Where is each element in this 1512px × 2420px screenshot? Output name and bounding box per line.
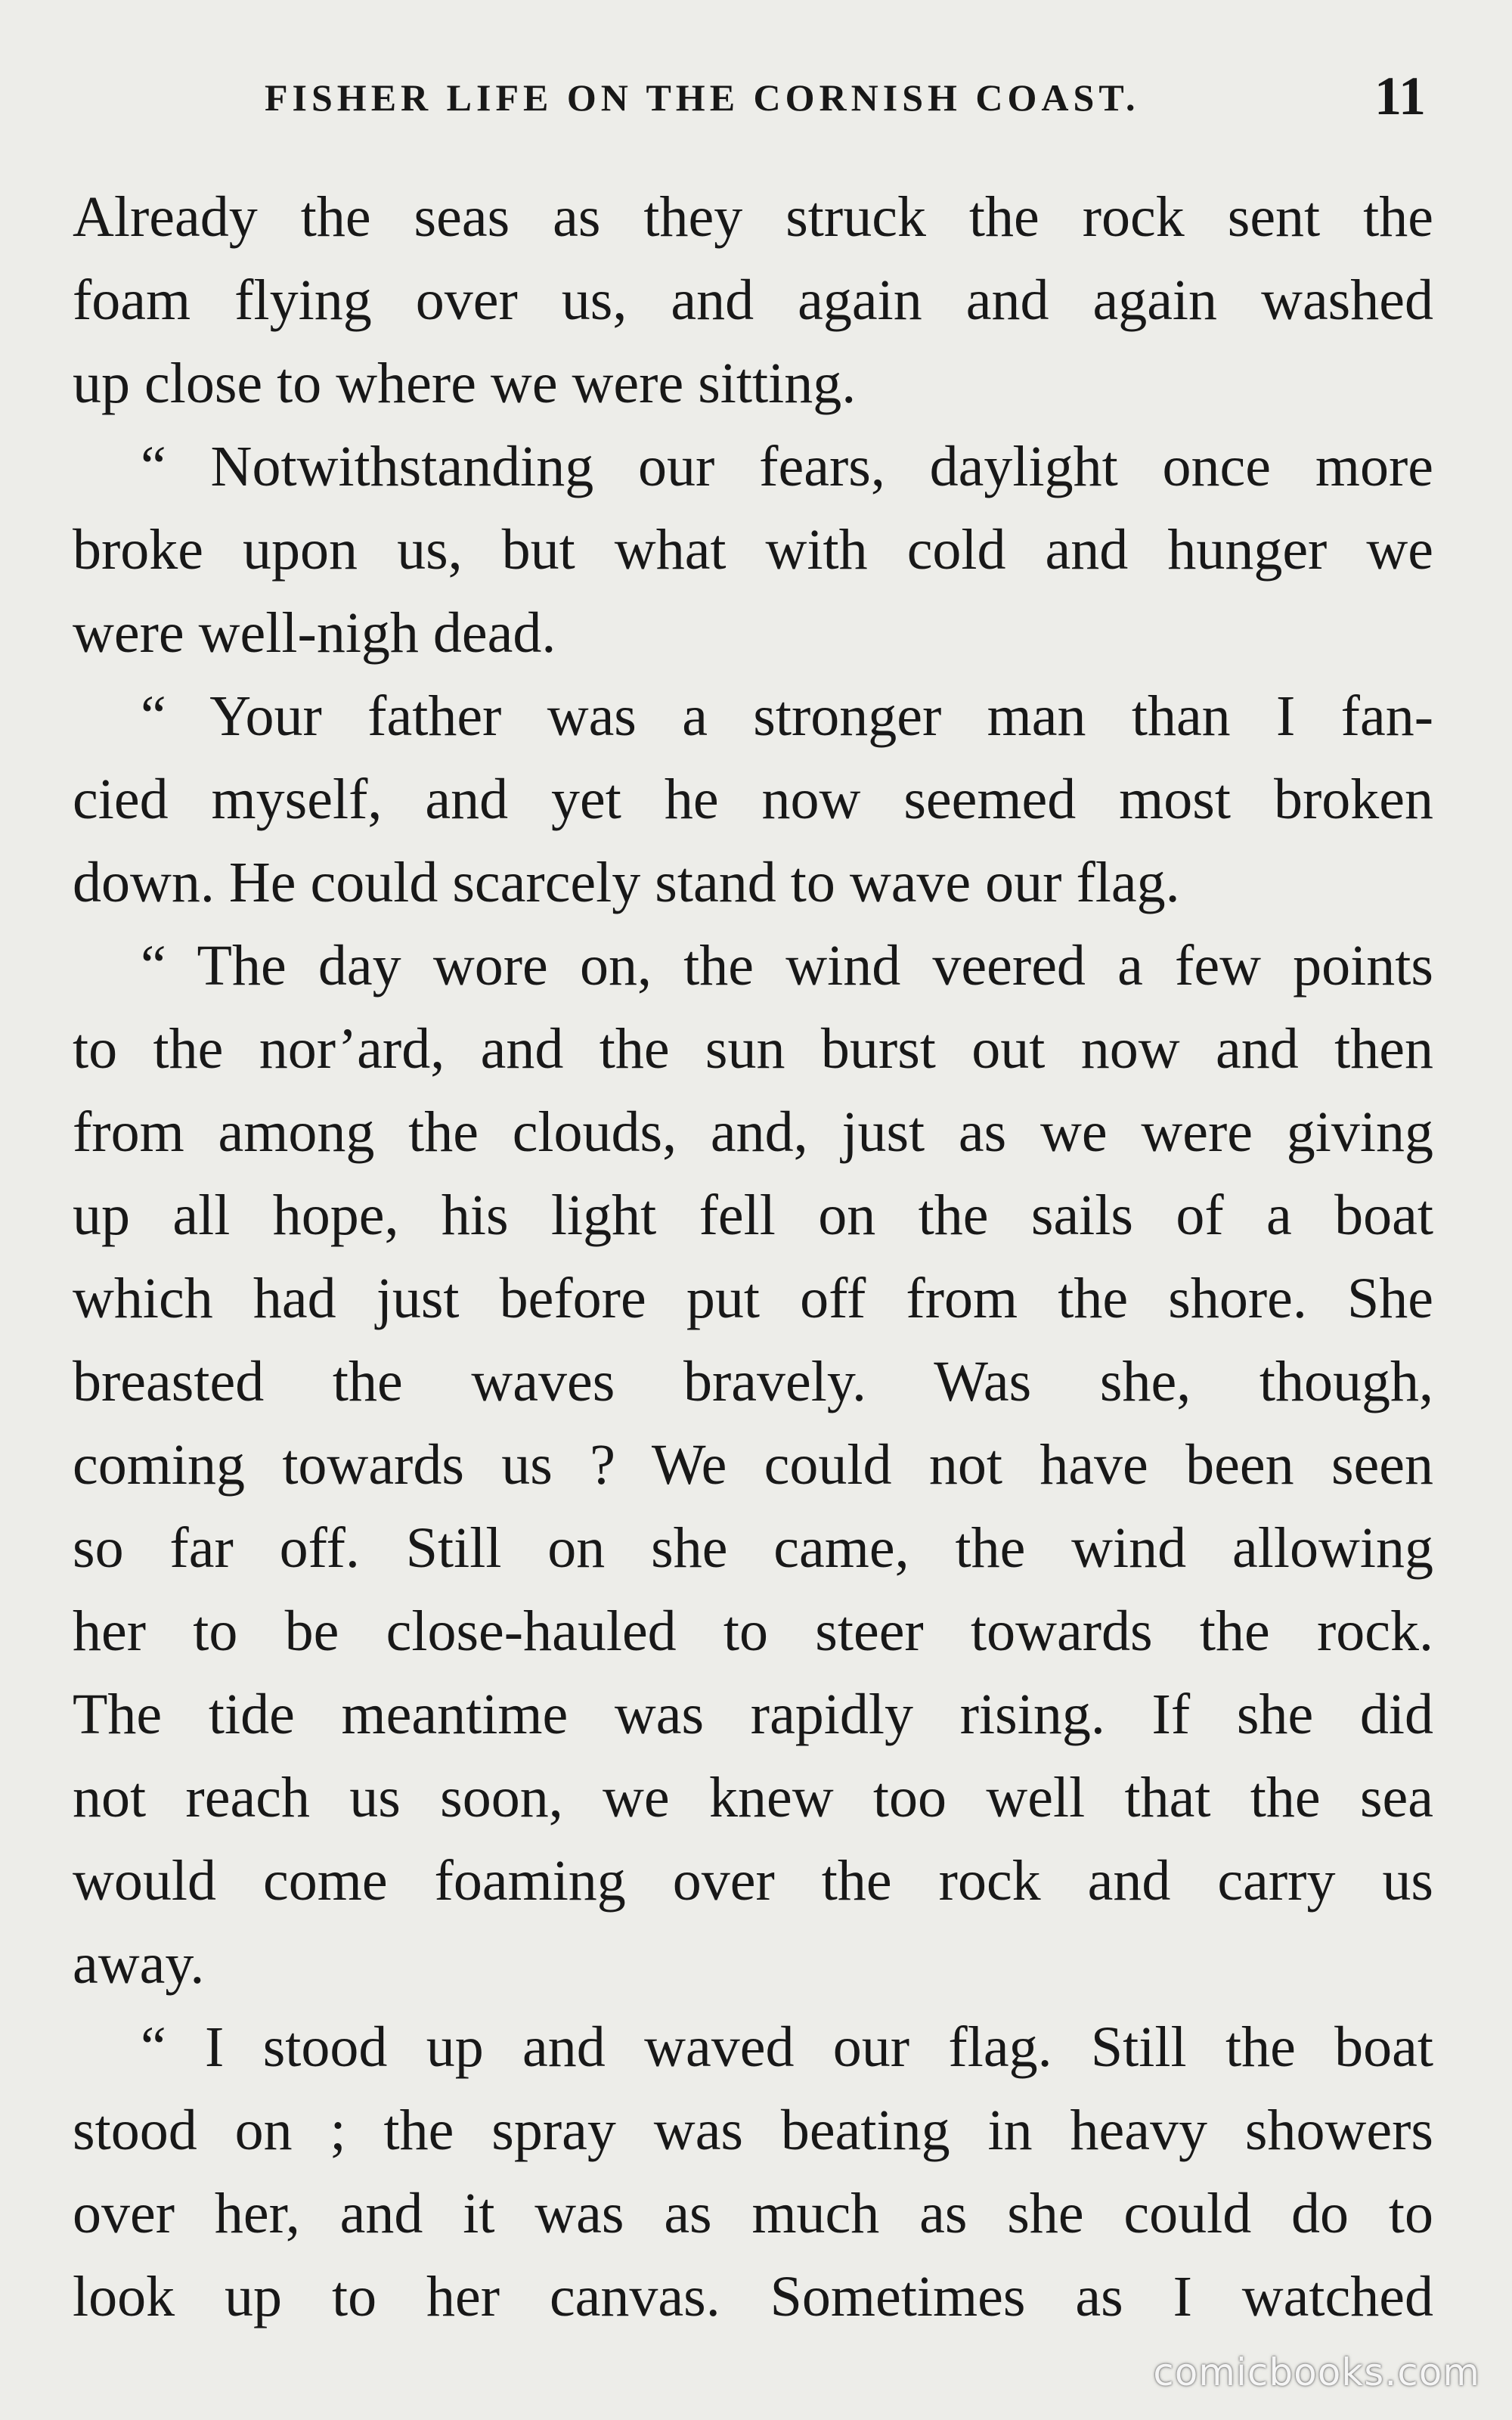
text-line: broke upon us, but what with cold and hunger we <box>73 518 1433 582</box>
text-line: up close to where we were sitting. <box>73 352 857 415</box>
text-line: “ Your father was a stronger man than I fan- <box>141 684 1433 748</box>
text-line: “ I stood up and waved our flag. Still the boat <box>141 2015 1433 2079</box>
running-title: FISHER LIFE ON THE CORNISH COAST. <box>265 76 1140 119</box>
text-line: so far off. Still on she came, the wind allowing <box>73 1516 1433 1580</box>
text-line: were well-nigh dead. <box>73 601 556 665</box>
text-line: stood on ; the spray was beating in heavy showers <box>73 2099 1433 2162</box>
text-line: foam flying over us, and again and again washed <box>73 268 1433 332</box>
text-line: to the nor’ard, and the sun burst out now and then <box>73 1017 1433 1081</box>
text-line: breasted the waves bravely. Was she, though, <box>73 1350 1433 1413</box>
text-line: from among the clouds, and, just as we were giving <box>73 1100 1433 1164</box>
text-line: “ Notwithstanding our fears, daylight once more <box>141 435 1433 498</box>
text-line: coming towards us ? We could not have been seen <box>73 1433 1433 1497</box>
body-text <box>73 175 1433 2338</box>
text-line: The tide meantime was rapidly rising. If she did <box>73 1683 1433 1746</box>
text-line: up all hope, his light fell on the sails of a boat <box>73 1184 1433 1247</box>
page-number: 11 <box>1374 66 1427 126</box>
text-line: away. <box>73 1932 205 1996</box>
text-line: look up to her canvas. Sometimes as I watched <box>73 2265 1433 2328</box>
text-line: over her, and it was as much as she could do to <box>73 2182 1433 2245</box>
text-line: cied myself, and yet he now seemed most broken <box>73 768 1433 831</box>
watermark: comicbooks.com <box>1153 2350 1480 2394</box>
text-line: Already the seas as they struck the rock sent the <box>73 185 1433 249</box>
text-line: would come foaming over the rock and carry us <box>73 1849 1433 1913</box>
text-line: which had just before put off from the shore. She <box>73 1267 1433 1330</box>
text-line: not reach us soon, we knew too well that the sea <box>73 1766 1433 1829</box>
text-line: her to be close-hauled to steer towards the rock. <box>73 1599 1433 1663</box>
text-line: “ The day wore on, the wind veered a few points <box>141 934 1433 997</box>
text-line: down. He could scarcely stand to wave our flag. <box>73 851 1180 914</box>
